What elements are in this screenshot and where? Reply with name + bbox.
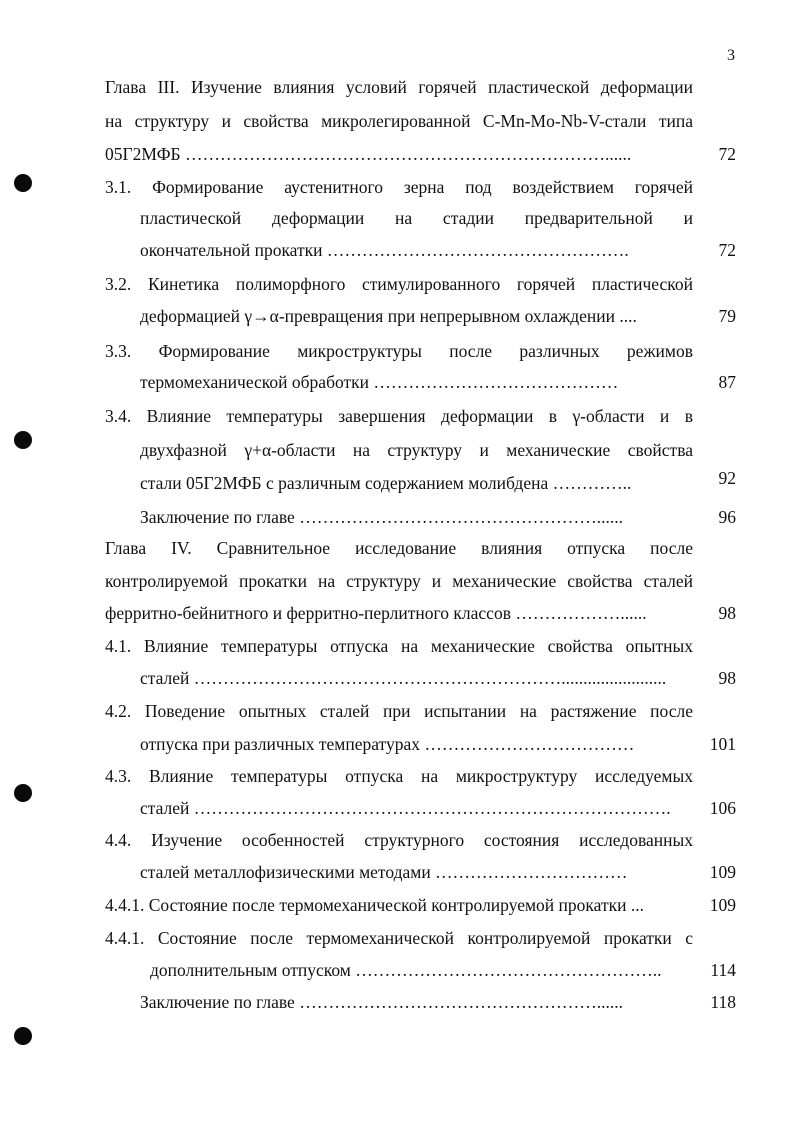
toc-line: Глава III. Изучение влияния условий горячей пластической деформации (105, 77, 693, 97)
toc-page-number: 98 (718, 603, 736, 623)
toc-line: пластической деформации на стадии предварительной и (140, 208, 693, 228)
binding-hole (14, 174, 32, 192)
toc-page-number: 109 (709, 895, 736, 915)
toc-page-number: 92 (718, 468, 736, 488)
toc-line: 3.2. Кинетика полиморфного стимулированного горячей пластической (105, 274, 693, 294)
toc-line: 05Г2МФБ ………………………………………………………………...... (105, 144, 632, 164)
toc-page-number: 96 (718, 507, 736, 527)
toc-line: 4.4.1. Состояние после термомеханической контролируемой прокатки с (105, 928, 693, 948)
toc-page-number: 98 (718, 668, 736, 688)
toc-line: деформацией γ→α-превращения при непрерывном охлаждении .... (140, 306, 637, 326)
toc-page-number: 101 (709, 734, 736, 754)
toc-line: сталей ………………………………………………………........................ (140, 668, 667, 688)
toc-page-number: 114 (710, 960, 736, 980)
toc-line: Заключение по главе ……………………………………………...... (140, 992, 623, 1012)
toc-line: сталей ………………………………………………………………………. (140, 798, 671, 818)
toc-line: 4.4. Изучение особенностей структурного состояния исследованных (105, 830, 693, 850)
toc-line: 4.3. Влияние температуры отпуска на микроструктуру исследуемых (105, 766, 693, 786)
toc-line: стали 05Г2МФБ с различным содержанием молибдена ………….. (140, 473, 632, 493)
toc-line: контролируемой прокатки на структуру и механические свойства сталей (105, 571, 693, 591)
toc-line: 4.1. Влияние температуры отпуска на механические свойства опытных (105, 636, 693, 656)
toc-page-number: 72 (718, 240, 736, 260)
toc-line: 3.1. Формирование аустенитного зерна под воздействием горячей (105, 177, 693, 197)
toc-line: Заключение по главе ……………………………………………...... (140, 507, 623, 527)
binding-hole (14, 431, 32, 449)
toc-line: 3.3. Формирование микроструктуры после различных режимов (105, 341, 693, 361)
toc-line: сталей металлофизическими методами …………………………… (140, 862, 628, 882)
toc-line: двухфазной γ+α-области на структуру и механические свойства (140, 440, 693, 460)
toc-line: окончательной прокатки ……………………………………………. (140, 240, 629, 260)
toc-page-number: 118 (710, 992, 736, 1012)
toc-line: Глава IV. Сравнительное исследование влияния отпуска после (105, 538, 693, 558)
page-number: 3 (727, 47, 735, 64)
binding-hole (14, 784, 32, 802)
toc-line: термомеханической обработки …………………………………… (140, 372, 619, 392)
toc-line: 3.4. Влияние температуры завершения деформации в γ-области и в (105, 406, 693, 426)
toc-line: 4.4.1. Состояние после термомеханической контролируемой прокатки ... (105, 895, 644, 915)
toc-page-number: 72 (718, 144, 736, 164)
toc-page-number: 79 (718, 306, 736, 326)
toc-line: на структуру и свойства микролегированной C-Mn-Mo-Nb-V-стали типа (105, 111, 693, 131)
toc-page-number: 87 (718, 372, 736, 392)
toc-line: ферритно-бейнитного и ферритно-перлитного классов ………………...... (105, 603, 647, 623)
binding-hole (14, 1027, 32, 1045)
toc-line: дополнительным отпуском …………………………………………….. (150, 960, 662, 980)
toc-page-number: 109 (709, 862, 736, 882)
toc-line: 4.2. Поведение опытных сталей при испытании на растяжение после (105, 701, 693, 721)
toc-line: отпуска при различных температурах ……………………………… (140, 734, 635, 754)
toc-page-number: 106 (709, 798, 736, 818)
